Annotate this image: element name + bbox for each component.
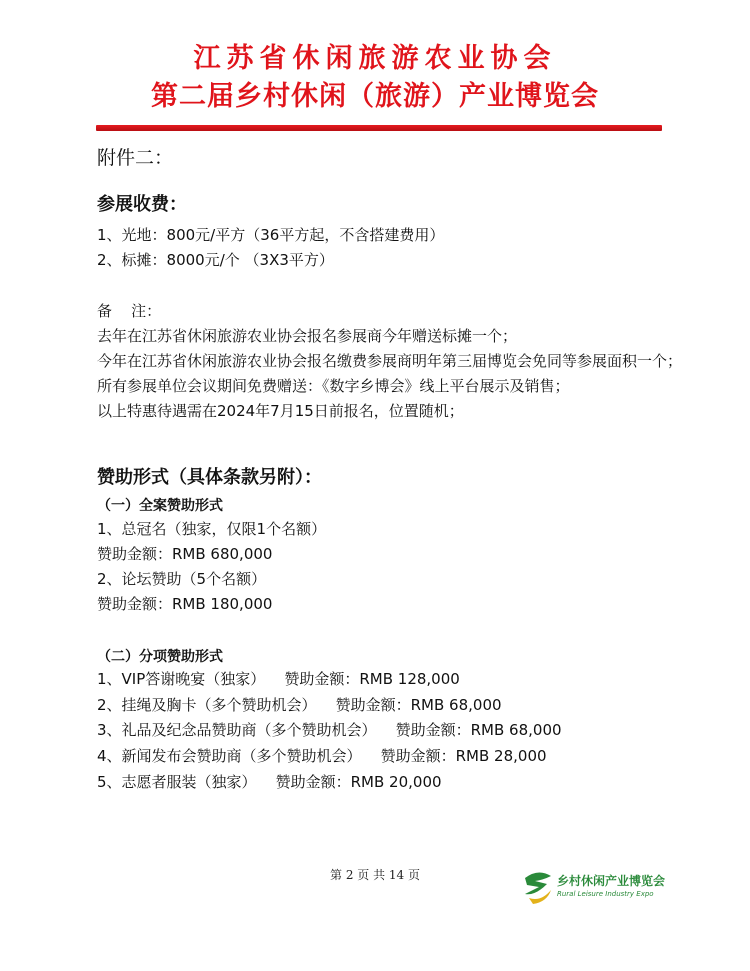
sponsorship-line: 2、论坛赞助（5个名额） — [97, 570, 267, 588]
document-title-line1: 江苏省休闲旅游农业协会 — [193, 43, 557, 74]
header-divider — [96, 125, 662, 131]
fee-item: 1、光地：800元/平方（36平方起，不含搭建费用） — [97, 226, 445, 244]
note-line: 今年在江苏省休闲旅游农业协会报名缴费参展商明年第三届博览会免同等参展面积一个； — [97, 352, 683, 370]
sponsorship-line: 1、总冠名（独家，仅限1个名额） — [97, 520, 327, 538]
notes-label: 备 注： — [97, 302, 162, 320]
sponsorship-heading: 赞助形式（具体条款另附）： — [97, 467, 322, 488]
note-line: 以上特惠待遇需在2024年7月15日前报名，位置随机； — [97, 402, 464, 420]
sponsorship-line: 赞助金额：RMB 680,000 — [97, 545, 273, 563]
sponsorship-line: 3、礼品及纪念品赞助商（多个赞助机会） 赞助金额：RMB 68,000 — [97, 721, 562, 739]
sponsorship-section1-title: （一）全案赞助形式 — [97, 498, 223, 514]
attachment-label: 附件二： — [97, 147, 174, 169]
sponsorship-line: 1、VIP答谢晚宴（独家） 赞助金额：RMB 128,000 — [97, 670, 460, 688]
sponsorship-line: 5、志愿者服装（独家） 赞助金额：RMB 20,000 — [97, 773, 442, 791]
fee-item: 2、标摊：8000元/个 （3X3平方） — [97, 251, 334, 269]
page-number: 第 2 页 共 14 页 — [330, 868, 420, 882]
note-line: 所有参展单位会议期间免费赠送：《数字乡博会》线上平台展示及销售； — [97, 377, 570, 395]
sponsorship-line: 2、挂绳及胸卡（多个赞助机会） 赞助金额：RMB 68,000 — [97, 696, 502, 714]
sponsorship-line: 4、新闻发布会赞助商（多个赞助机会） 赞助金额：RMB 28,000 — [97, 747, 547, 765]
logo-text-en: Rural Leisure Industry Expo — [557, 890, 654, 898]
sponsorship-section2-title: （二）分项赞助形式 — [97, 649, 223, 665]
fees-heading: 参展收费： — [97, 194, 187, 215]
logo-text-cn: 乡村休闲产业博览会 — [557, 874, 666, 888]
document-title-line2: 第二届乡村休闲（旅游）产业博览会 — [151, 81, 599, 112]
expo-logo-icon — [521, 868, 555, 906]
note-line: 去年在江苏省休闲旅游农业协会报名参展商今年赠送标摊一个； — [97, 327, 518, 345]
sponsorship-line: 赞助金额：RMB 180,000 — [97, 595, 273, 613]
expo-logo — [521, 868, 666, 908]
